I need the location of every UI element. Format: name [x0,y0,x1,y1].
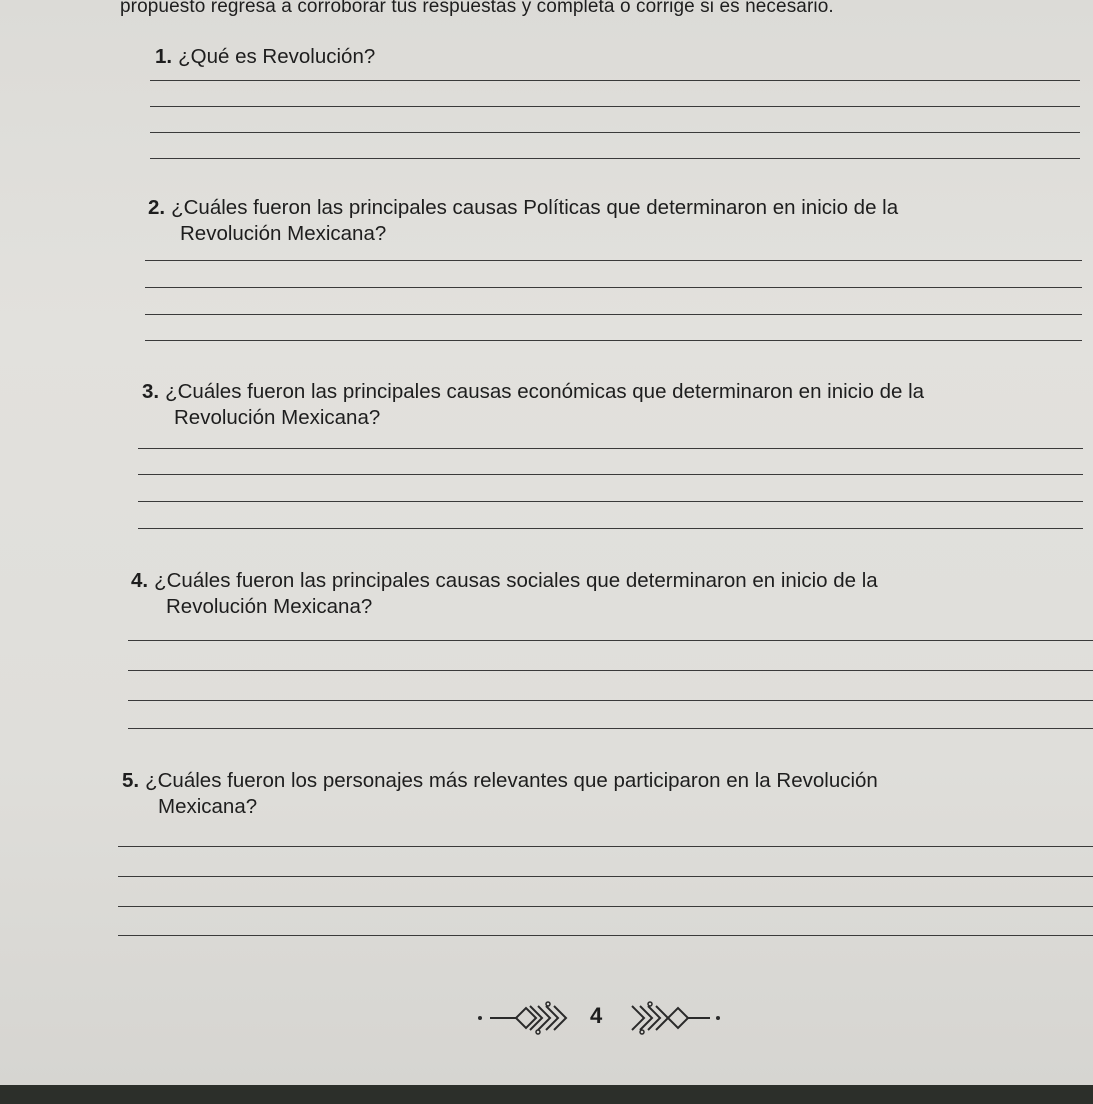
answer-line[interactable] [128,700,1093,701]
answer-line[interactable] [118,935,1093,936]
background-surface [0,1085,1093,1104]
question-text-continued: Mexicana? [158,795,258,818]
question-text: ¿Cuáles fueron los personajes más relevantes que participaron en la Revolución [145,769,878,792]
question-text: ¿Cuáles fueron las principales causas sociales que determinaron en inicio de la [154,569,878,592]
ornament-left-icon [476,1000,576,1036]
answer-line[interactable] [128,728,1093,729]
answer-line[interactable] [150,80,1080,81]
page-number: 4 [590,1003,603,1028]
answer-line[interactable] [150,132,1080,133]
answer-line[interactable] [118,846,1093,847]
answer-line[interactable] [145,287,1082,288]
answer-line[interactable] [128,670,1093,671]
answer-line[interactable] [145,314,1082,315]
question-text: ¿Cuáles fueron las principales causas Políticas que determinaron en inicio de la [171,196,899,219]
answer-line[interactable] [145,340,1082,341]
ornament-right-icon [622,1000,722,1036]
question-5 [122,768,1093,820]
question-text-continued: Revolución Mexicana? [166,595,373,618]
question-number: 1. [155,45,173,68]
answer-line[interactable] [150,106,1080,107]
question-text-continued: Revolución Mexicana? [180,222,387,245]
answer-line[interactable] [145,260,1082,261]
question-number: 2. [148,196,166,219]
instruction-text: propuesto regresa a corroborar tus respuestas y completa o corrige si es necesario. [120,0,834,17]
question-1 [155,44,1075,70]
question-number: 5. [122,769,140,792]
answer-line[interactable] [138,448,1083,449]
question-3 [142,379,1082,431]
answer-line[interactable] [138,528,1083,529]
question-2 [148,195,1078,247]
question-text: ¿Qué es Revolución? [178,45,376,68]
answer-line[interactable] [128,640,1093,641]
question-text: ¿Cuáles fueron las principales causas económicas que determinaron en inicio de la [165,380,925,403]
answer-line[interactable] [118,906,1093,907]
question-text-continued: Revolución Mexicana? [174,406,381,429]
question-number: 4. [131,569,149,592]
answer-line[interactable] [150,158,1080,159]
answer-line[interactable] [118,876,1093,877]
answer-line[interactable] [138,474,1083,475]
answer-line[interactable] [138,501,1083,502]
question-4 [131,568,1093,620]
question-number: 3. [142,380,160,403]
